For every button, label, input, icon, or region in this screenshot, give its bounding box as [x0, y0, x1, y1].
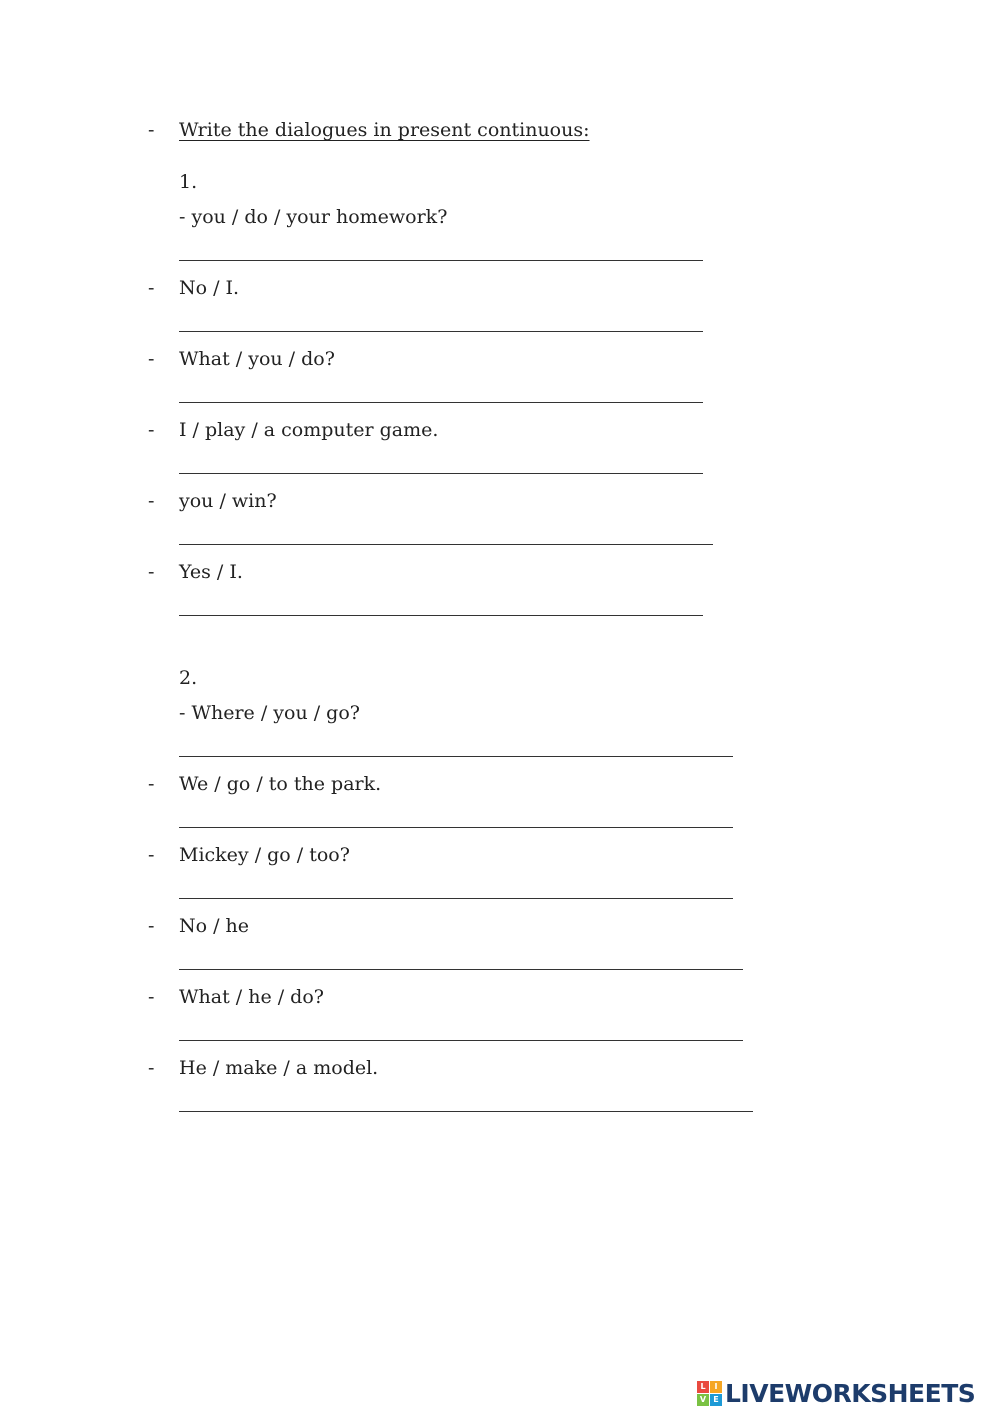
instruction-bullet: - [148, 119, 155, 141]
answer-line-1-3[interactable] [179, 402, 703, 403]
answer-line-1-6[interactable] [179, 615, 703, 616]
exercise-1-prompt-4: I / play / a computer game. [179, 419, 439, 441]
dialogue-bullet: - [148, 1057, 155, 1079]
answer-line-2-1[interactable] [179, 756, 733, 757]
dialogue-bullet: - [148, 348, 155, 370]
liveworksheets-logo [697, 1378, 975, 1408]
exercise-1-prompt-3: What / you / do? [179, 348, 335, 370]
dialogue-bullet: - [148, 844, 155, 866]
answer-line-2-4[interactable] [179, 969, 743, 970]
exercise-2-prompt-5: What / he / do? [179, 986, 324, 1008]
logo-mark-letter: I [710, 1381, 722, 1393]
exercise-2-number: 2. [179, 667, 198, 689]
logo-mark-icon [697, 1381, 722, 1406]
exercise-2-prompt-3: Mickey / go / too? [179, 844, 350, 866]
exercise-2-prompt-6: He / make / a model. [179, 1057, 379, 1079]
dialogue-bullet: - [148, 986, 155, 1008]
exercise-1-prompt-2: No / I. [179, 277, 240, 299]
exercise-2-prompt-2: We / go / to the park. [179, 773, 382, 795]
dialogue-bullet: - [148, 773, 155, 795]
dialogue-bullet: - [148, 277, 155, 299]
logo-mark-letter: E [710, 1394, 722, 1406]
dialogue-bullet: - [148, 915, 155, 937]
answer-line-1-1[interactable] [179, 260, 703, 261]
exercise-2-prompt-4: No / he [179, 915, 250, 937]
logo-mark-letter: L [697, 1381, 709, 1393]
exercise-1-prompt-6: Yes / I. [179, 561, 243, 583]
dialogue-bullet: - [148, 419, 155, 441]
answer-line-1-4[interactable] [179, 473, 703, 474]
answer-line-1-5[interactable] [179, 544, 713, 545]
exercise-1-number: 1. [179, 171, 198, 193]
answer-line-1-2[interactable] [179, 331, 703, 332]
instruction-text: Write the dialogues in present continuous: [179, 119, 590, 141]
answer-line-2-2[interactable] [179, 827, 733, 828]
exercise-2-prompt-1: - Where / you / go? [179, 702, 360, 724]
answer-line-2-3[interactable] [179, 898, 733, 899]
exercise-1-prompt-1: - you / do / your homework? [179, 206, 448, 228]
dialogue-bullet: - [148, 561, 155, 583]
logo-mark-letter: V [697, 1394, 709, 1406]
answer-line-2-5[interactable] [179, 1040, 743, 1041]
logo-text: LIVEWORKSHEETS [725, 1378, 976, 1408]
dialogue-bullet: - [148, 490, 155, 512]
exercise-1-prompt-5: you / win? [179, 490, 277, 512]
answer-line-2-6[interactable] [179, 1111, 753, 1112]
